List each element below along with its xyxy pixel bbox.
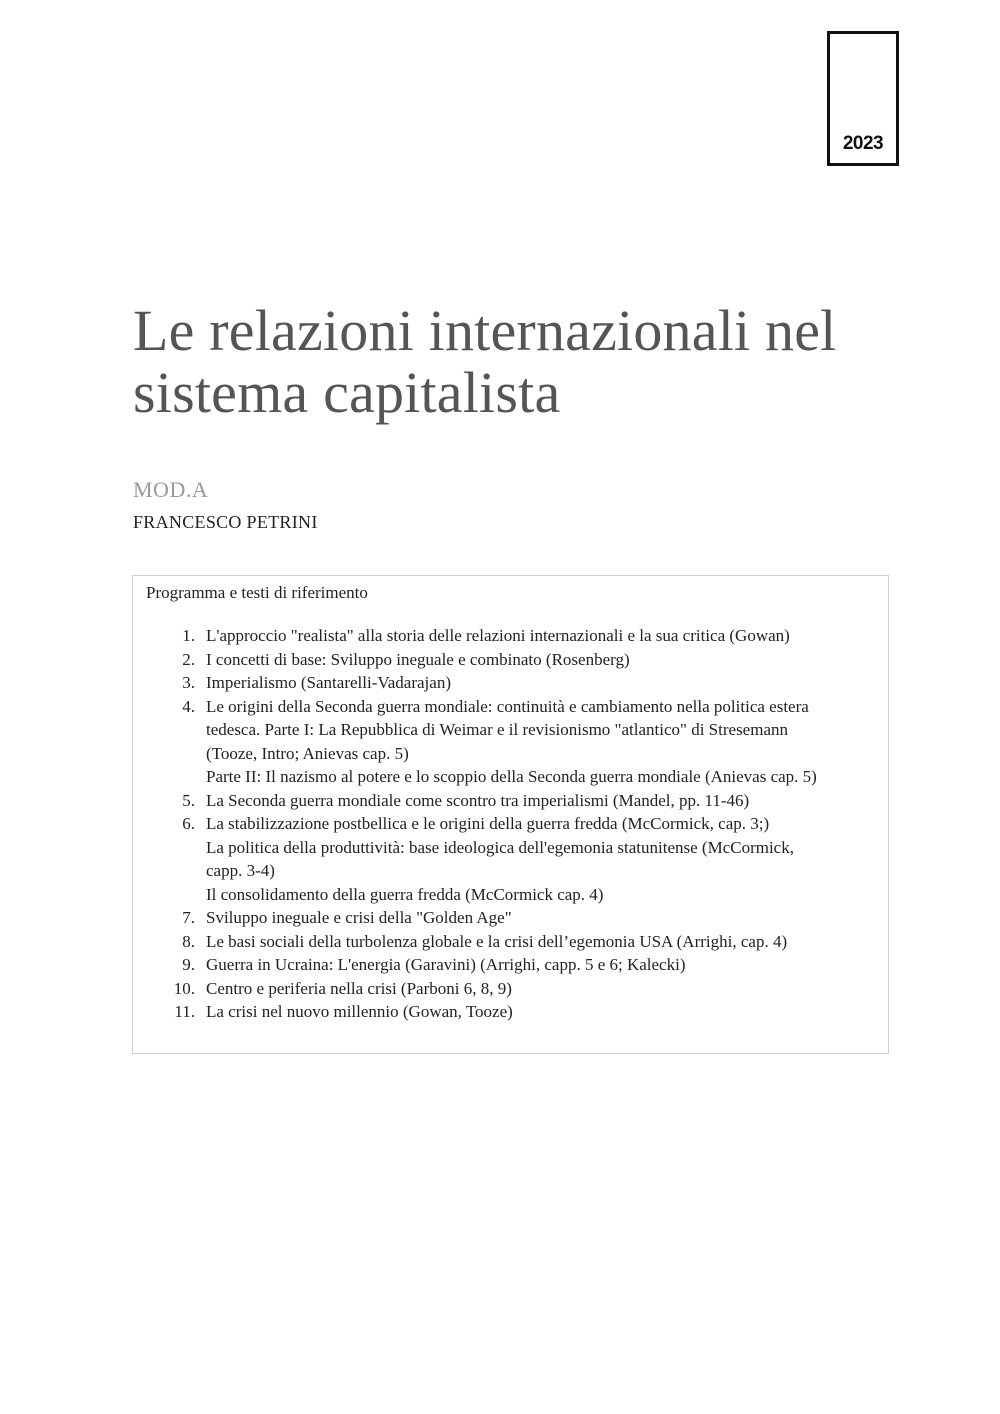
title-line: sistema capitalista bbox=[133, 360, 561, 425]
list-item-number: 3. bbox=[182, 673, 195, 692]
list-item bbox=[133, 624, 873, 648]
list-item-text: Le origini della Seconda guerra mondiale: continuità e cambiamento nella politica estera bbox=[206, 696, 809, 716]
list-item-text: La crisi nel nuovo millennio (Gowan, Tooze) bbox=[206, 1002, 513, 1021]
list-item-number: 6. bbox=[182, 814, 195, 833]
list-item-text: I concetti di base: Sviluppo ineguale e combinato (Rosenberg) bbox=[206, 649, 630, 669]
list-item-number: 2. bbox=[182, 649, 195, 669]
year-label: 2023 bbox=[842, 133, 884, 154]
list-item-number: 4. bbox=[182, 696, 195, 716]
author-name: FRANCESCO PETRINI bbox=[133, 512, 318, 532]
list-item-text: L'approccio "realista" alla storia delle relazioni internazionali e la sua critica (Gowan) bbox=[206, 626, 790, 645]
list-item bbox=[133, 695, 873, 789]
list-item bbox=[133, 1000, 873, 1024]
program-heading: Programma e testi di riferimento bbox=[146, 583, 368, 602]
list-item-text: (Tooze, Intro; Anievas cap. 5) bbox=[206, 743, 409, 763]
list-item bbox=[133, 977, 873, 1001]
module-label: MOD.A bbox=[133, 477, 209, 502]
list-item bbox=[133, 648, 873, 672]
list-item bbox=[133, 953, 873, 977]
list-item bbox=[133, 671, 873, 695]
list-item-text: Le basi sociali della turbolenza globale e la crisi dell’egemonia USA (Arrighi, cap. 4) bbox=[206, 931, 788, 951]
list-item-text: La Seconda guerra mondiale come scontro tra imperialismi (Mandel, pp. 11-46) bbox=[206, 790, 750, 810]
document-title bbox=[133, 300, 933, 424]
list-item bbox=[133, 789, 873, 813]
list-item bbox=[133, 812, 873, 906]
program-box bbox=[132, 575, 889, 1054]
list-item-text: capp. 3-4) bbox=[206, 861, 275, 880]
title-line: Le relazioni internazionali nel bbox=[133, 298, 837, 363]
list-item-text: La politica della produttività: base ideologica dell'egemonia statunitense (McCormick, bbox=[206, 837, 794, 857]
list-item-text: Imperialismo (Santarelli-Vadarajan) bbox=[206, 673, 451, 692]
program-list bbox=[133, 624, 873, 1024]
list-item-text: tedesca. Parte I: La Repubblica di Weimar e il revisionismo "atlantico" di Stresemann bbox=[206, 720, 789, 739]
list-item-number: 9. bbox=[182, 955, 195, 974]
list-item-number: 11. bbox=[174, 1002, 195, 1021]
list-item bbox=[133, 906, 873, 930]
list-item-text: Il consolidamento della guerra fredda (McCormick cap. 4) bbox=[206, 884, 604, 904]
list-item-number: 7. bbox=[182, 908, 195, 927]
list-item-number: 10. bbox=[173, 978, 195, 998]
list-item-number: 8. bbox=[182, 931, 195, 951]
list-item-text: Sviluppo ineguale e crisi della "Golden Age" bbox=[206, 908, 512, 927]
list-item bbox=[133, 930, 873, 954]
list-item-number: 1. bbox=[182, 626, 195, 645]
year-box bbox=[827, 31, 899, 166]
list-item-text: Guerra in Ucraina: L'energia (Garavini) (Arrighi, capp. 5 e 6; Kalecki) bbox=[206, 955, 686, 974]
list-item-text: La stabilizzazione postbellica e le origini della guerra fredda (McCormick, cap. 3;) bbox=[206, 814, 770, 833]
list-item-text: Centro e periferia nella crisi (Parboni 6, 8, 9) bbox=[206, 978, 512, 998]
list-item-number: 5. bbox=[182, 790, 195, 810]
list-item-text: Parte II: Il nazismo al potere e lo scoppio della Seconda guerra mondiale (Anievas cap. 5) bbox=[206, 767, 817, 786]
